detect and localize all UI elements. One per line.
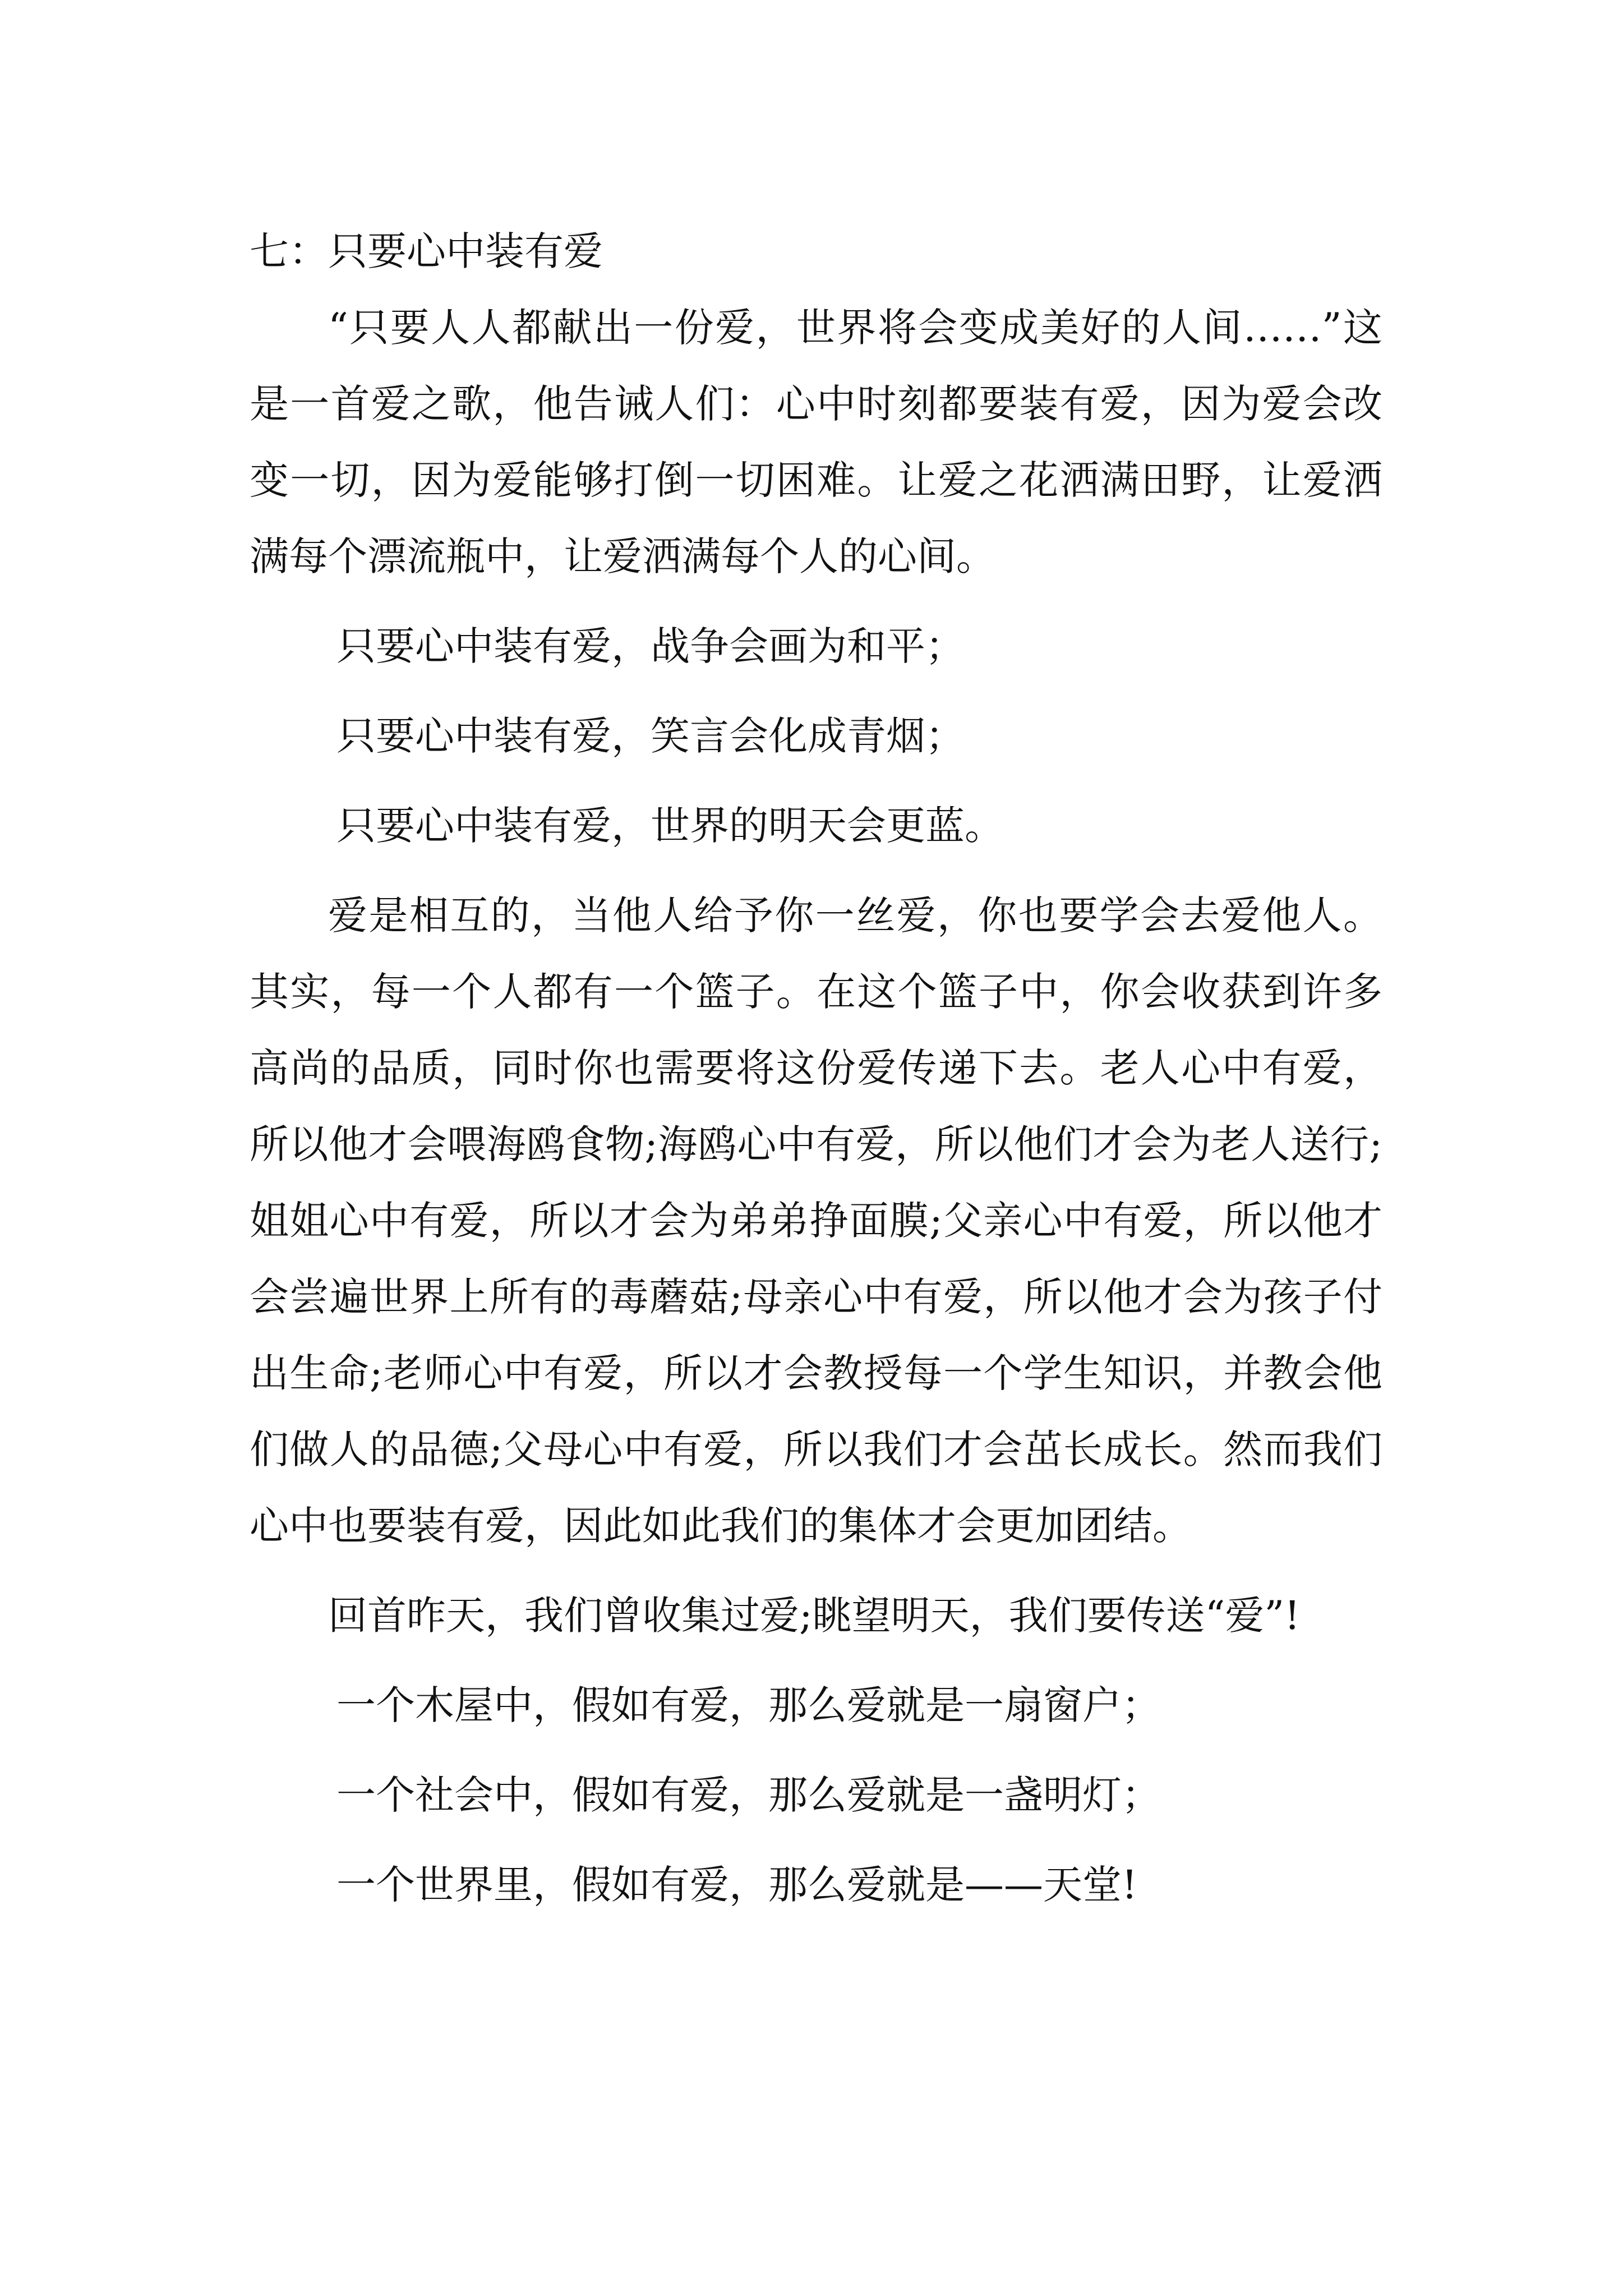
- closing-line: 一个木屋中，假如有爱，那么爱就是一扇窗户；: [336, 1682, 1161, 1728]
- document-body: [250, 213, 1382, 1923]
- intro-paragraph: “只要人人都献出一份爱，世界将会变成美好的人间……”这是一首爱之歌，他告诫人们：心中时刻都要装有爱，因为爱会改变一切，因为爱能够打倒一切困难。让爱之花洒满田野，让爱洒满每个漂流瓶中，让爱洒满每个人的心间。: [250, 305, 1382, 579]
- refrain-line: 只要心中装有爱，笑言会化成青烟；: [336, 713, 965, 759]
- closing-line: 一个世界里，假如有爱，那么爱就是——天堂!: [336, 1862, 1138, 1908]
- refrain-line: 只要心中装有爱，战争会画为和平；: [336, 623, 965, 669]
- section-heading: 七：只要心中装有爱: [250, 228, 603, 274]
- body-paragraph: 回首昨天，我们曾收集过爱;眺望明天，我们要传送“爱”!: [328, 1593, 1301, 1639]
- body-paragraph: 爱是相互的，当他人给予你一丝爱，你也要学会去爱他人。其实，每一个人都有一个篮子。在这个篮子中，你会收获到许多高尚的品质，同时你也需要将这份爱传递下去。老人心中有爱，所以他才会喂海鸥食物;海鸥心中有爱，所以他们才会为老人送行;姐姐心中有爱，所以才会为弟弟挣面膜;父亲心中有爱，所以他才会尝遍世界上所有的毒蘑菇;母亲心中有爱，所以他才会为孩子付出生命;老师心中有爱，所以才会教授每一个学生知识，并教会他们做人的品德;父母心中有爱，所以我们才会茁长成长。然而我们心中也要装有爱，因此如此我们的集体才会更加团结。: [250, 892, 1382, 1549]
- closing-line: 一个社会中，假如有爱，那么爱就是一盏明灯；: [336, 1772, 1161, 1818]
- refrain-line: 只要心中装有爱，世界的明天会更蓝。: [336, 803, 1004, 849]
